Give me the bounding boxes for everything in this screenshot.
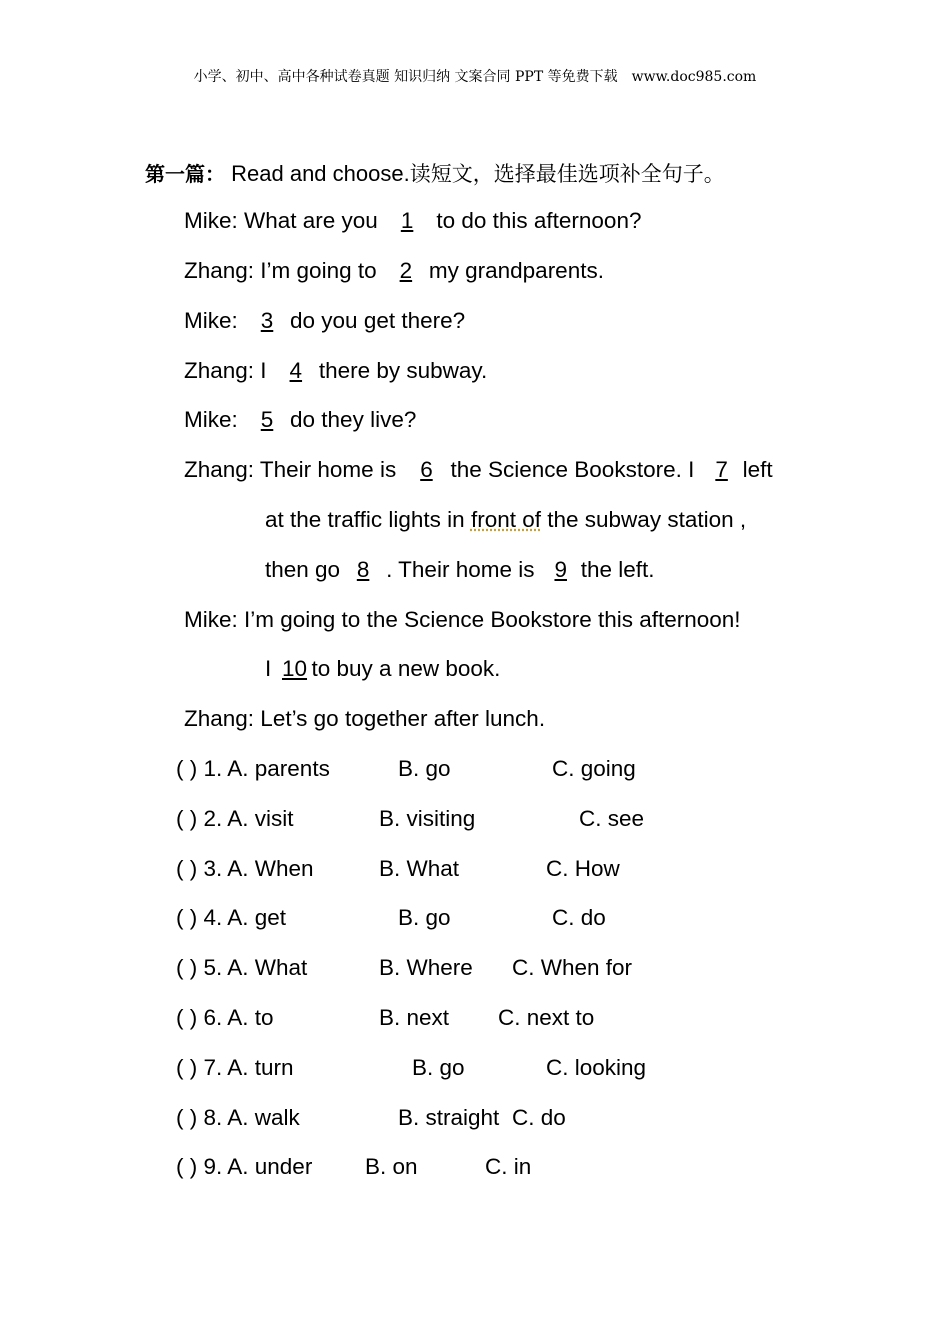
question-7-option-b: B. go <box>412 1055 465 1080</box>
question-2-stem: ( ) 2. A. visit <box>176 806 294 831</box>
question-4-stem: ( ) 4. A. get <box>176 905 287 930</box>
blank-8: 8 <box>356 557 370 582</box>
section-label: 第一篇： <box>145 162 225 186</box>
dialogue-line-5: Mike: 5 do they live? <box>184 407 417 432</box>
dialogue-line-9: Mike: I’m going to the Science Bookstore this afternoon! <box>184 607 741 632</box>
page-header <box>0 66 950 86</box>
blank-10: 10 <box>282 656 308 681</box>
header-text: 小学、初中、高中各种试卷真题 知识归纳 文案合同 PPT 等免费下载 <box>193 69 618 85</box>
blank-6: 6 <box>420 457 433 482</box>
blank-5: 5 <box>260 407 274 432</box>
dialogue-line-4: Zhang: I 4 there by subway. <box>184 358 488 383</box>
dialogue-line-11: Zhang: Let’s go together after lunch. <box>184 706 546 731</box>
dialogue-line-3: Mike: 3 do you get there? <box>184 308 466 333</box>
blank-2: 2 <box>399 258 413 283</box>
section-title <box>145 158 725 188</box>
question-5-option-c: C. When for <box>512 955 633 980</box>
instruction-en: Read and choose. <box>231 161 410 186</box>
dialogue-line-6: Zhang: Their home is 6 the Science Bookstore. I 7 left <box>184 457 773 482</box>
question-5-option-b: B. Where <box>379 955 473 980</box>
question-3-stem: ( ) 3. A. When <box>176 856 314 881</box>
question-2-option-b: B. visiting <box>379 806 476 831</box>
question-1-stem: ( ) 1. A. parents <box>176 756 330 781</box>
question-6-option-b: B. next <box>379 1005 450 1030</box>
question-8-option-c: C. do <box>512 1105 566 1130</box>
question-5-stem: ( ) 5. A. What <box>176 955 308 980</box>
dialogue-line-8: then go 8 . Their home is 9 the left. <box>265 557 655 582</box>
question-1-option-b: B. go <box>398 756 451 781</box>
dialogue-line-10: I 10 to buy a new book. <box>265 656 501 681</box>
header-url[interactable]: www.doc985.com <box>631 69 757 85</box>
question-9-stem: ( ) 9. A. under <box>176 1154 313 1179</box>
question-4-option-b: B. go <box>398 905 451 930</box>
blank-4: 4 <box>289 358 303 383</box>
dialogue-line-7: at the traffic lights in front of the subway station , <box>265 507 747 532</box>
blank-9: 9 <box>554 557 567 582</box>
question-4-option-c: C. do <box>552 905 606 930</box>
instruction-cn: 读短文，选择最佳选项补全句子。 <box>409 162 725 186</box>
question-9-option-b: B. on <box>365 1154 418 1179</box>
dialogue-line-2: Zhang: I’m going to 2 my grandparents. <box>184 258 604 283</box>
question-7-option-c: C. looking <box>546 1055 647 1080</box>
blank-3: 3 <box>260 308 274 333</box>
blank-1: 1 <box>400 208 414 233</box>
question-1-option-c: C. going <box>552 756 636 781</box>
question-2-option-c: C. see <box>579 806 645 831</box>
question-3-option-c: C. How <box>546 856 620 881</box>
question-3-option-b: B. What <box>379 856 460 881</box>
blank-7: 7 <box>715 457 728 482</box>
question-6-stem: ( ) 6. A. to <box>176 1005 274 1030</box>
question-8-option-b: B. straight <box>398 1105 500 1130</box>
question-8-stem: ( ) 8. A. walk <box>176 1105 300 1130</box>
dialogue-line-1: Mike: What are you 1 to do this afternoon? <box>184 208 642 233</box>
question-6-option-c: C. next to <box>498 1005 595 1030</box>
question-9-option-c: C. in <box>485 1154 532 1179</box>
question-7-stem: ( ) 7. A. turn <box>176 1055 294 1080</box>
